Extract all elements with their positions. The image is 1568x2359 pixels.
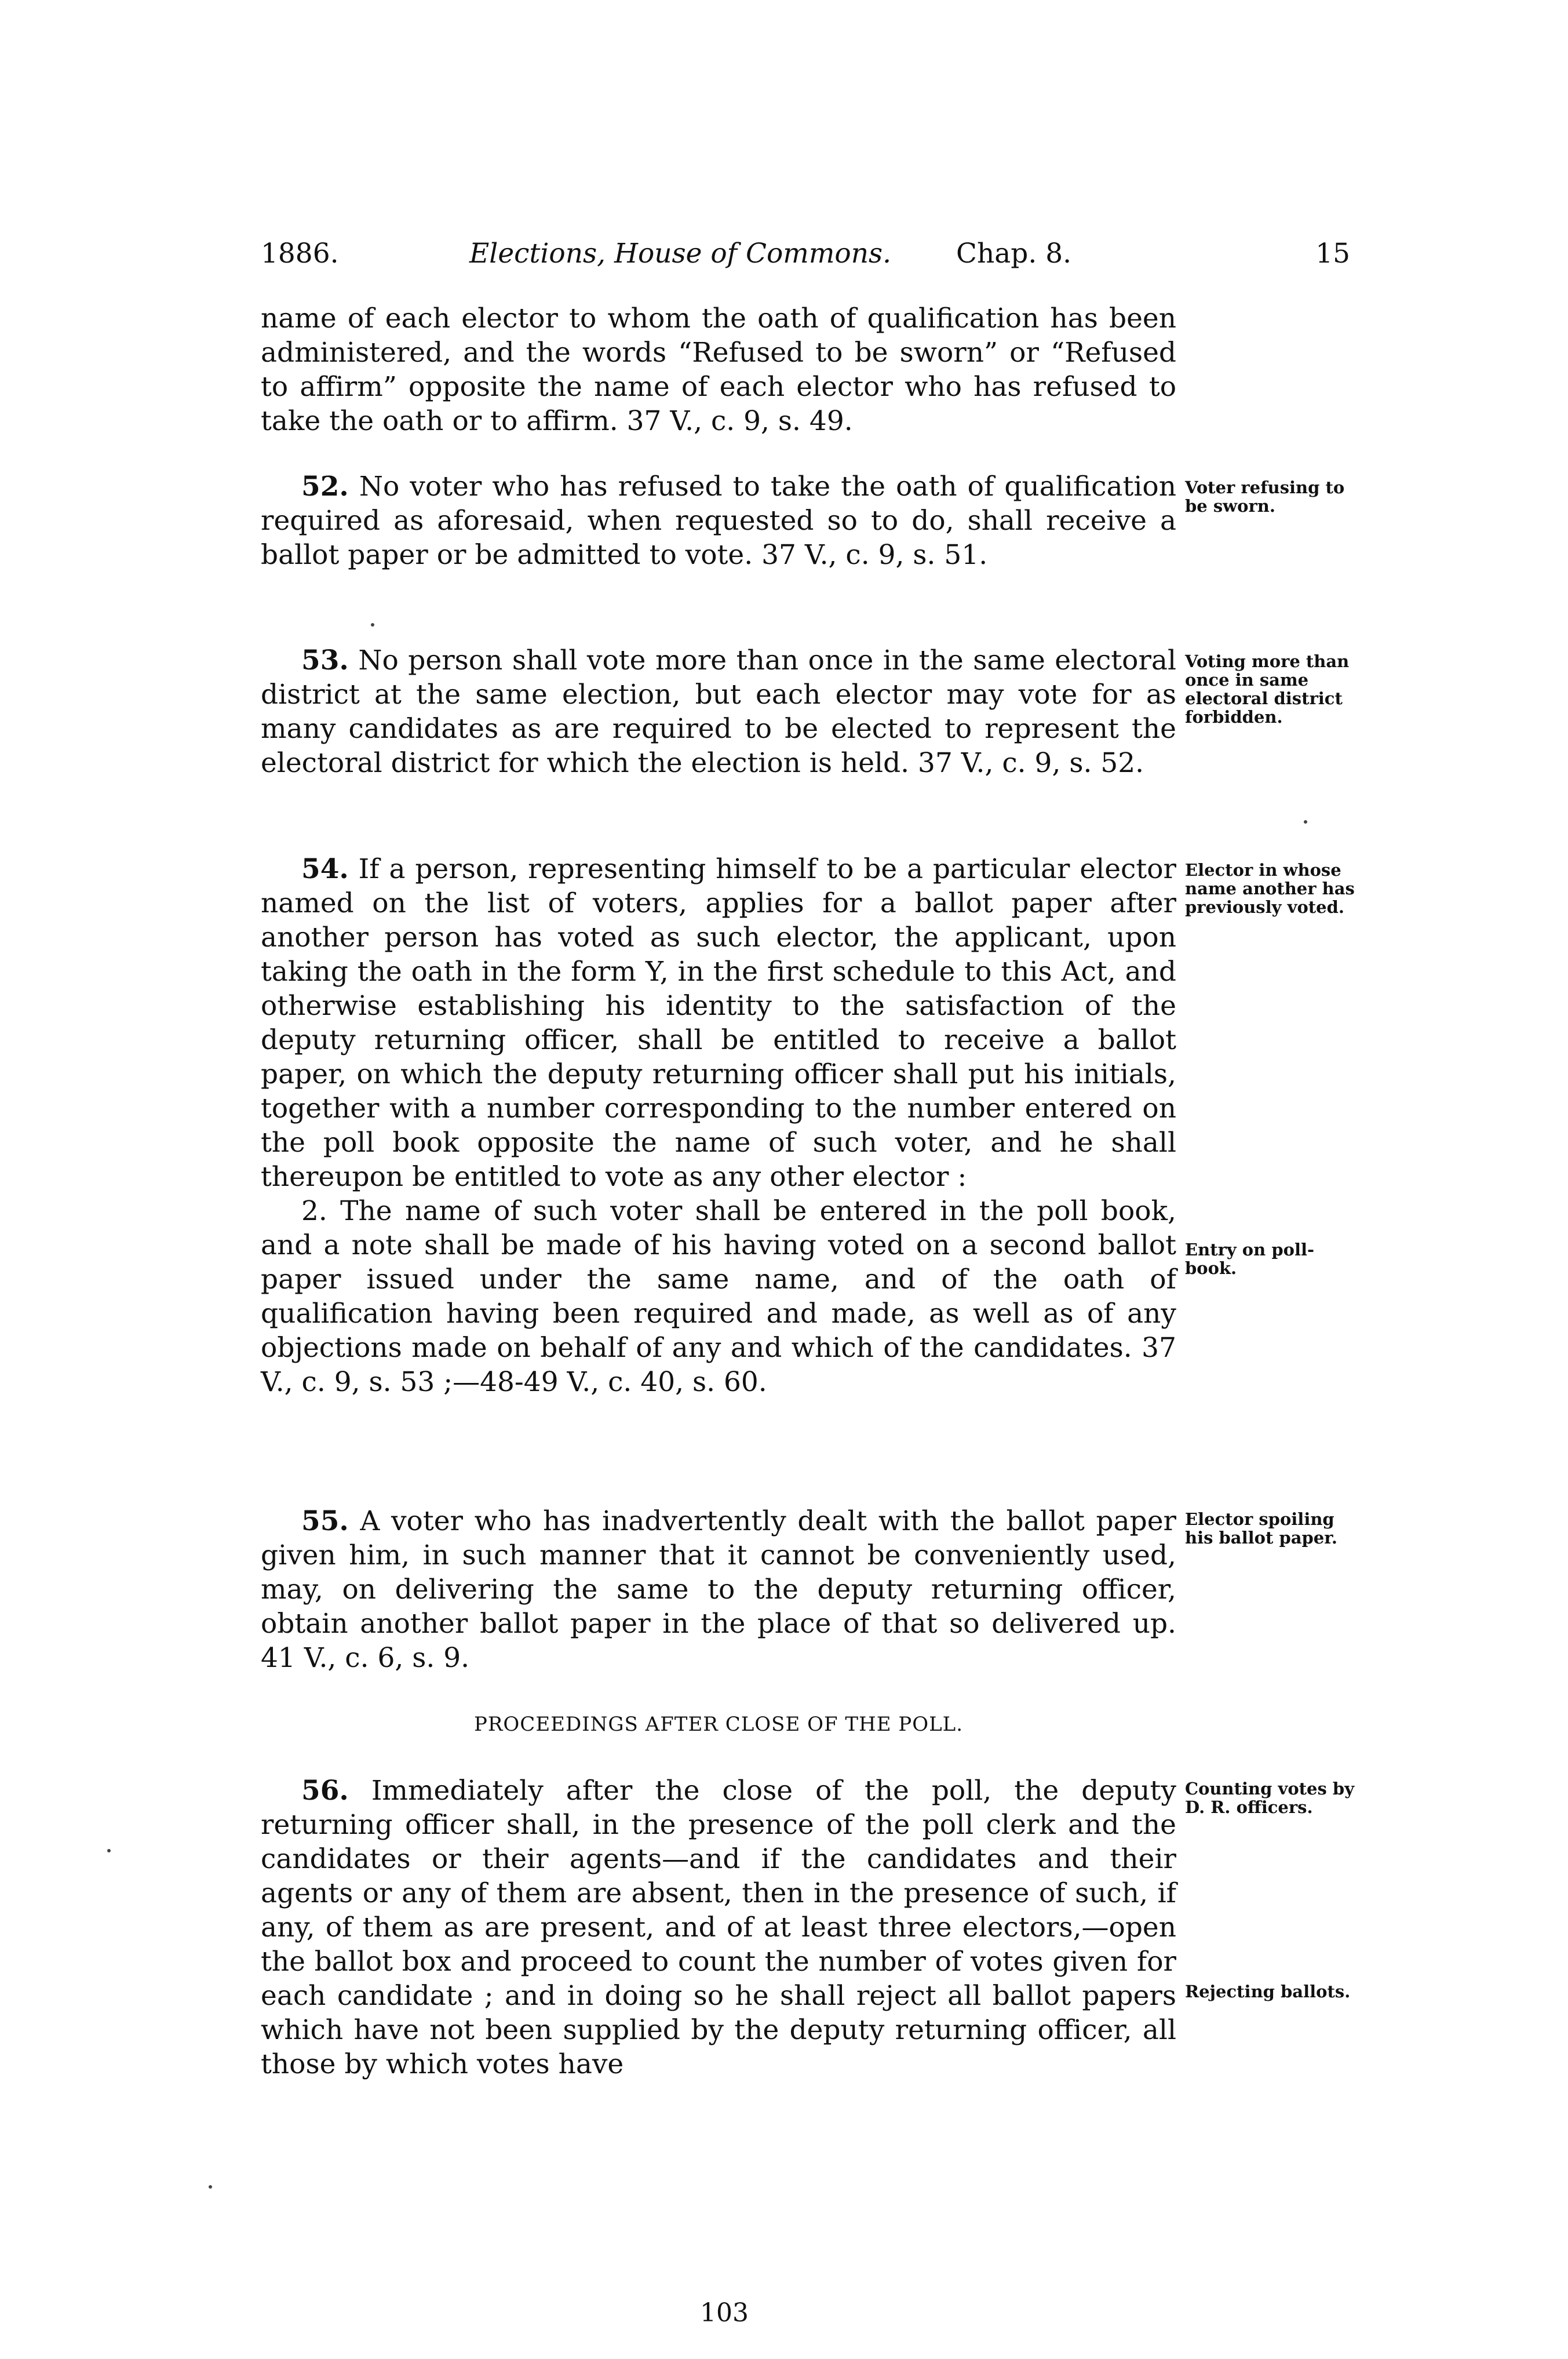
section-55 (261, 1504, 1176, 1675)
section-56-number: 56. (301, 1775, 349, 1807)
section-51-text: name of each elector to whom the oath of qualification has been administered, and the words “Refused to be sworn” or “Refused to affirm” opposite the name of each elector who has refused to take the oath or to affirm. 37 V., c. 9, s. 49. (261, 303, 1176, 437)
section-54-number: 54. (301, 853, 349, 885)
section-53-number: 53. (301, 645, 349, 676)
margin-note-56: Counting votes by D. R. officers. (1185, 1779, 1355, 1817)
section-53-text: No person shall vote more than once in the same electoral district at the same election, but each elector may vote for as many candidates as are required to be elected to represent the electoral district for which the election is held. 37 V., c. 9, s. 52. (261, 645, 1176, 779)
running-head (261, 238, 1350, 278)
margin-note-52: Voter refusing to be sworn. (1185, 478, 1345, 516)
page-speck (209, 2185, 212, 2189)
section-52-text: No voter who has refused to take the oath of qualification required as aforesaid, when requested so to do, shall receive a ballot paper or be admitted to vote. 37 V., c. 9, s. 51. (261, 471, 1176, 571)
page-speck (371, 623, 374, 627)
section-heading: PROCEEDINGS AFTER CLOSE OF THE POLL. (473, 1713, 964, 1736)
header-chapter: Chap. 8. (956, 238, 1072, 270)
margin-note-54: Elector in whose name another has previously voted. (1185, 860, 1355, 917)
section-56-text: Immediately after the close of the poll, the deputy returning officer shall, in the presence of the poll clerk and the candidates or their agents—and if the candidates and their agents or any of them are absent, then in the presence of such, if any, of them as are present, and of at least three electors,—open the ballot box and proceed to count the number of votes given for each candidate ; and in doing so he shall reject all ballot papers which have not been supplied by the deputy returning officer, all those by which votes have (261, 1775, 1176, 2080)
margin-note-55: Elector spoiling his ballot paper. (1185, 1509, 1337, 1548)
section-55-text: A voter who has inadvertently dealt with the ballot paper given him, in such manner that it cannot be conveniently used, may, on delivering the same to the deputy returning officer, obtain another ballot paper in the place of that so delivered up. 41 V., c. 6, s. 9. (261, 1505, 1176, 1674)
section-54-text: If a person, representing himself to be a particular elector named on the list of voters, applies for a ballot paper after another person has voted as such elector, the applicant, upon taking the oath in the form Y, in the first schedule to this Act, and otherwise establishing his identity to the satisfaction of the deputy returning officer, shall be entitled to receive a ballot paper, on which the deputy returning officer shall put his initials, together with a number corresponding to the number entered on the poll book opposite the name of such voter, and he shall thereupon be entitled to vote as any other elector : (261, 853, 1176, 1193)
section-56 (261, 1774, 1176, 2081)
header-page-number: 15 (1315, 238, 1350, 270)
header-year: 1886. (261, 238, 339, 270)
margin-note-56-rejecting: Rejecting ballots. (1185, 1982, 1351, 2001)
header-title: Elections, House of Commons. (469, 238, 892, 270)
section-54 (261, 852, 1176, 1399)
margin-note-53: Voting more than once in same electoral district forbidden. (1185, 651, 1350, 727)
section-54-subsection-2: 2. The name of such voter shall be entered in the poll book, and a note shall be made of his having voted on a second ballot paper issued under the same name, and of the oath of qualification having been required and made, as well as of any objections made on behalf of any and which of the candidates. 37 V., c. 9, s. 53 ;—48-49 V., c. 40, s. 60. (261, 1195, 1176, 1398)
section-55-number: 55. (301, 1505, 349, 1537)
section-53 (261, 643, 1176, 780)
page-speck (107, 1849, 111, 1852)
page-speck (1304, 820, 1307, 824)
signature-mark: 103 (700, 2298, 749, 2328)
section-52-number: 52. (301, 471, 349, 503)
section-52 (261, 469, 1176, 572)
section-51-continuation (261, 301, 1176, 438)
margin-note-54-2: Entry on poll-book. (1185, 1240, 1315, 1278)
